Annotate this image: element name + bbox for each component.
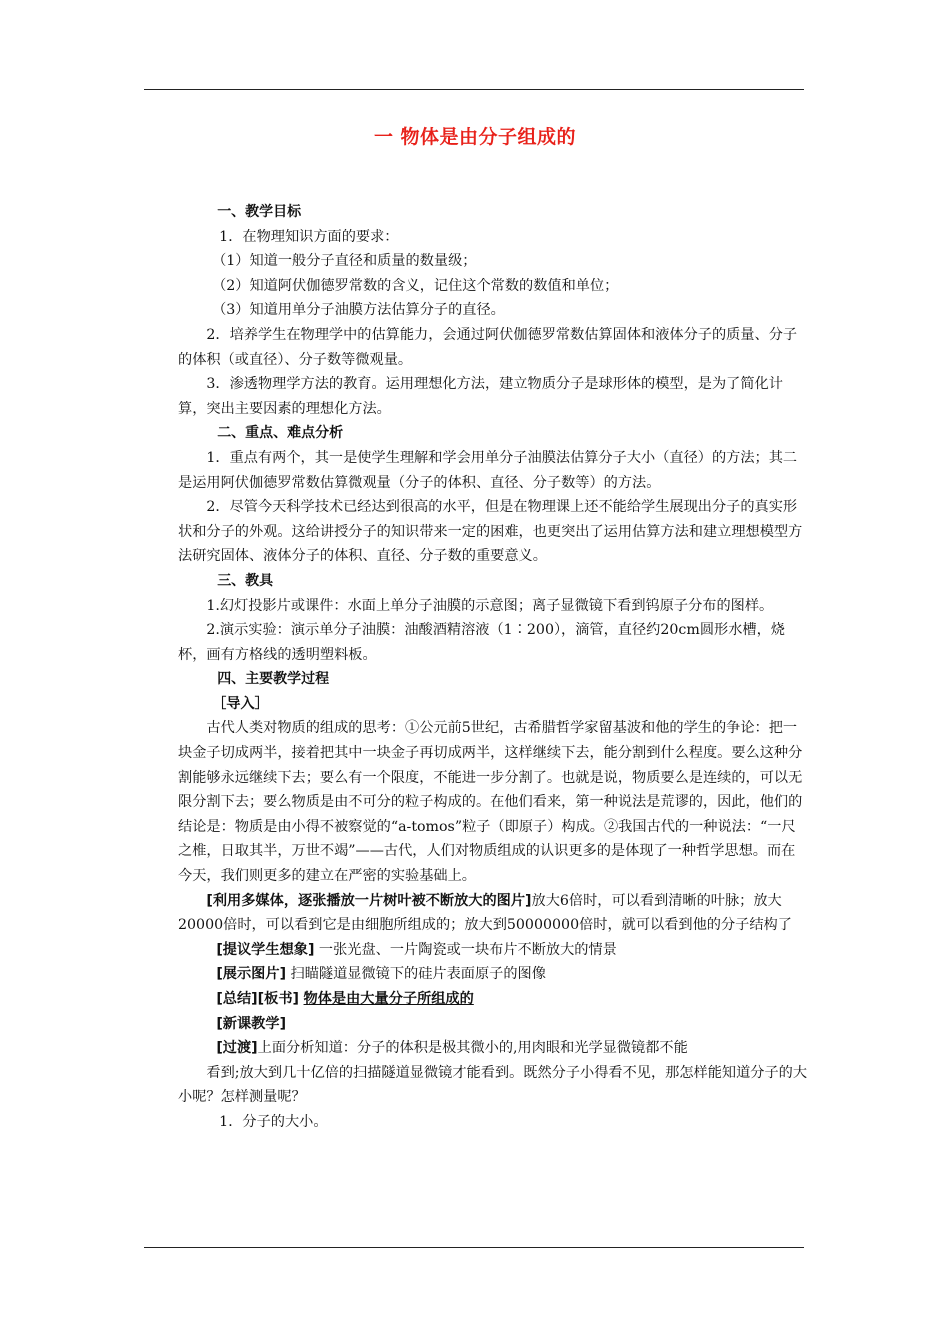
transition-tag: [过渡]	[216, 1040, 258, 1057]
new-lesson-tag: [新课教学]	[216, 1015, 287, 1032]
summary-tag: [总结][板书]	[216, 991, 300, 1007]
page-title: 一 物体是由分子组成的	[373, 126, 577, 148]
summary-text: 物体是由大量分子所组成的	[303, 991, 474, 1007]
document-body	[178, 200, 808, 1135]
paragraph	[178, 1036, 808, 1061]
paragraph: 2.演示实验：演示单分子油膜：油酸酒精溶液（1∶200），滴管，直径约20cm圆形水槽，烧杯，画有方格线的透明塑料板。	[178, 622, 785, 663]
paragraph: 3．渗透物理学方法的教育。运用理想化方法，建立物质分子是球形体的模型，是为了简化计算，突出主要因素的理想化方法。	[178, 376, 783, 417]
section-heading-teaching-aids: 三、教具	[217, 572, 274, 589]
show-text: 扫瞄隧道显微镜下的硅片表面原子的图像	[286, 966, 546, 983]
paragraph	[178, 962, 808, 987]
media-text: 放大6倍时，可以看到清晰的叶脉；放大20000倍时，可以看到它是由细胞所组成的；放大到50000000倍时，就可以看到他的分子结构了	[178, 892, 792, 934]
paragraph: 1．在物理知识方面的要求：	[219, 228, 399, 245]
paragraph: 2．尽管今天科学技术已经达到很高的水平，但是在物理课上还不能给学生展现出分子的真实形状和分子的外观。这给讲授分子的知识带来一定的困难，也更突出了运用估算方法和建立理想模型方法研究固体、液体分子的体积、直径、分子数的重要意义。	[178, 499, 803, 565]
paragraph: 看到;放大到几十亿倍的扫描隧道显微镜才能看到。既然分子小得看不见，那怎样能知道分子的大小呢？怎样测量呢？	[178, 1064, 808, 1106]
media-tag: [利用多媒体，逐张播放一片树叶被不断放大的图片]	[206, 892, 532, 909]
intro-tag: ［导入］	[212, 695, 269, 712]
footer-rule	[144, 1247, 804, 1248]
transition-text: 上面分析知道：分子的体积是极其微小的,用肉眼和光学显微镜都不能	[257, 1040, 688, 1057]
paragraph: 2．培养学生在物理学中的估算能力，会通过阿伏伽德罗常数估算固体和液体分子的质量、分子的体积（或直径）、分子数等微观量。	[178, 326, 798, 368]
paragraph: 古代人类对物质的组成的思考：①公元前5世纪，古希腊哲学家留基波和他的学生的争论：把一块金子切成两半，接着把其中一块金子再切成两半，这样继续下去，能分割到什么程度。要么这种分割能够永远继续下去；要么有一个限度，不能进一步分割了。也就是说，物质要么是连续的，可以无限分割下去；要么物质是由不可分的粒子构成的。在他们看来，第一种说法是荒谬的，因此，他们的结论是：物质是由小得不被察觉的“a-tomos”粒子（即原子）构成。②我国古代的一种说法：“一尺之椎，日取其半，万世不竭”——古代，人们对物质组成的认识更多的是体现了一种哲学思想。而在今天，我们则更多的建立在严密的实验基础上。	[178, 720, 803, 885]
paragraph: 1.幻灯投影片或课件：水面上单分子油膜的示意图；离子显微镜下看到钨原子分布的图样。	[206, 597, 774, 614]
paragraph	[178, 987, 808, 1012]
section-heading-process: 四、主要教学过程	[217, 671, 330, 688]
show-tag: [展示图片]	[216, 966, 287, 983]
list-item: 1．分子的大小。	[219, 1113, 328, 1130]
paragraph	[178, 938, 808, 963]
header-rule	[144, 89, 804, 90]
section-heading-key-points: 二、重点、难点分析	[217, 425, 344, 442]
list-item: （2）知道阿伏伽德罗常数的含义，记住这个常数的数值和单位；	[212, 277, 619, 294]
list-item: （1）知道一般分子直径和质量的数量级；	[212, 253, 477, 270]
list-item: （3）知道用单分子油膜方法估算分子的直径。	[212, 302, 505, 319]
paragraph: 1．重点有两个，其一是使学生理解和学会用单分子油膜法估算分子大小（直径）的方法；其二是运用阿伏伽德罗常数估算微观量（分子的体积、直径、分子数等）的方法。	[178, 449, 798, 491]
imagine-text: 一张光盘、一片陶瓷或一块布片不断放大的情景	[314, 941, 617, 958]
section-heading-objectives: 一、教学目标	[217, 204, 302, 220]
paragraph	[178, 889, 808, 938]
imagine-tag: [提议学生想象]	[216, 941, 315, 958]
